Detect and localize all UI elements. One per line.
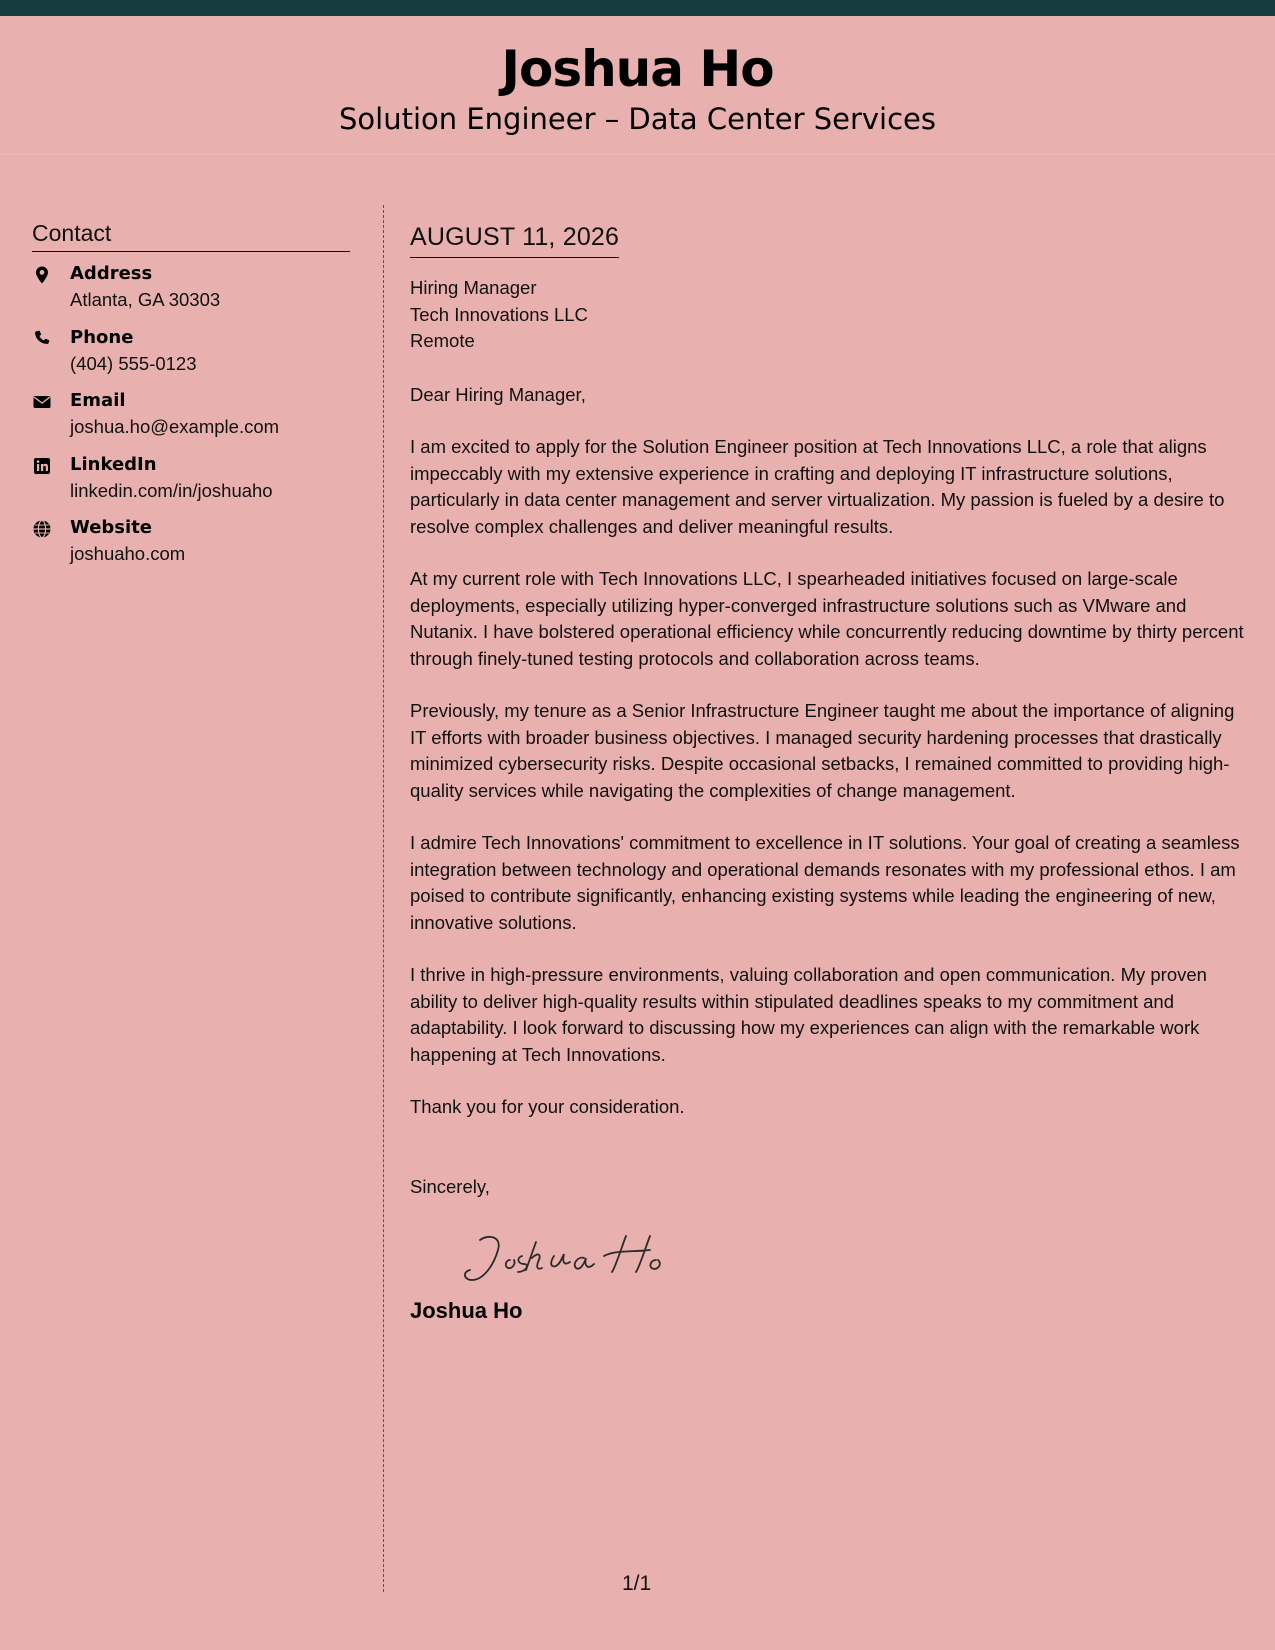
letter-body [410, 220, 1255, 1324]
column-divider [383, 205, 384, 1592]
contact-heading: Contact [32, 220, 350, 252]
contact-item-address [32, 263, 362, 327]
contact-list [32, 263, 362, 581]
closing: Sincerely, [410, 1175, 490, 1197]
contact-item-phone [32, 327, 362, 391]
letter-date: AUGUST 11, 2026 [410, 223, 619, 258]
contact-label: LinkedIn [70, 453, 157, 475]
greeting: Dear Hiring Manager, [410, 383, 586, 405]
job-title: Solution Engineer – Data Center Services [338, 102, 937, 136]
linkedin-icon [32, 456, 52, 476]
letter-paragraph: I admire Tech Innovations' commitment to excellence in IT solutions. Your goal of creating a seamless integration between technology and operational demands resonates with my professional ethos. I am poised to contribute significantly, enhancing existing systems while leading the engineering of new, innovative solutions. [410, 832, 1240, 933]
contact-label: Website [70, 517, 153, 538]
globe-icon [32, 519, 52, 539]
map-pin-icon [32, 265, 52, 285]
letter-paragraph: Previously, my tenure as a Senior Infrastructure Engineer taught me about the importance of aligning IT efforts with broader business objectives. I managed security hardening processes that drastically minimized cybersecurity risks. Despite occasional setbacks, I remained committed to providing high-quality services while navigating the complexities of change management. [410, 700, 1235, 801]
letter-paragraph: I am excited to apply for the Solution Engineer position at Tech Innovations LLC, a role that aligns impeccably with my extensive experience in crafting and deploying IT infrastructure solutions, particularly in data center management and server virtualization. My passion is fueled by a desire to resolve complex challenges and deliver meaningful results. [410, 436, 1225, 537]
contact-value: joshuaho.com [70, 543, 186, 564]
signoff-name: Joshua Ho [410, 1298, 523, 1323]
recipient-line: Remote [410, 330, 475, 351]
letter-paragraph: Thank you for your consideration. [410, 1096, 685, 1117]
letter-paragraph: At my current role with Tech Innovations LLC, I spearheaded initiatives focused on large-scale deployments, especially utilizing hyper-converged infrastructure solutions such as VMware and Nutanix. I have bolstered operational efficiency while concurrently reducing downtime by thirty percent through finely-tuned testing protocols and collaboration across teams. [410, 568, 1244, 669]
contact-value: linkedin.com/in/joshuaho [70, 479, 273, 501]
contact-item-website [32, 517, 362, 581]
top-accent-bar [0, 0, 1275, 16]
envelope-icon [32, 392, 52, 412]
recipient-line: Hiring Manager [410, 277, 537, 298]
letter-paragraph: I thrive in high-pressure environments, valuing collaboration and open communication. My proven ability to deliver high-quality results within stipulated deadlines speaks to my commitment and adaptability. I look forward to discussing how my experiences can align with the remarkable work happening at Tech Innovations. [410, 964, 1207, 1065]
recipient-line: Tech Innovations LLC [410, 303, 588, 325]
header [0, 16, 1275, 155]
contact-label: Phone [70, 326, 134, 348]
recipient-block [410, 275, 1255, 355]
contact-label: Email [70, 390, 126, 411]
contact-label: Address [70, 263, 153, 284]
page-number: 1/1 [622, 1572, 652, 1595]
phone-icon [32, 329, 52, 349]
handwritten-signature [450, 1222, 690, 1292]
contact-item-email [32, 390, 362, 454]
applicant-name: Joshua Ho [501, 40, 774, 98]
contact-value: joshua.ho@example.com [70, 416, 280, 437]
contact-value: (404) 555-0123 [70, 352, 197, 374]
contact-value: Atlanta, GA 30303 [70, 289, 221, 310]
contact-item-linkedin [32, 454, 362, 518]
